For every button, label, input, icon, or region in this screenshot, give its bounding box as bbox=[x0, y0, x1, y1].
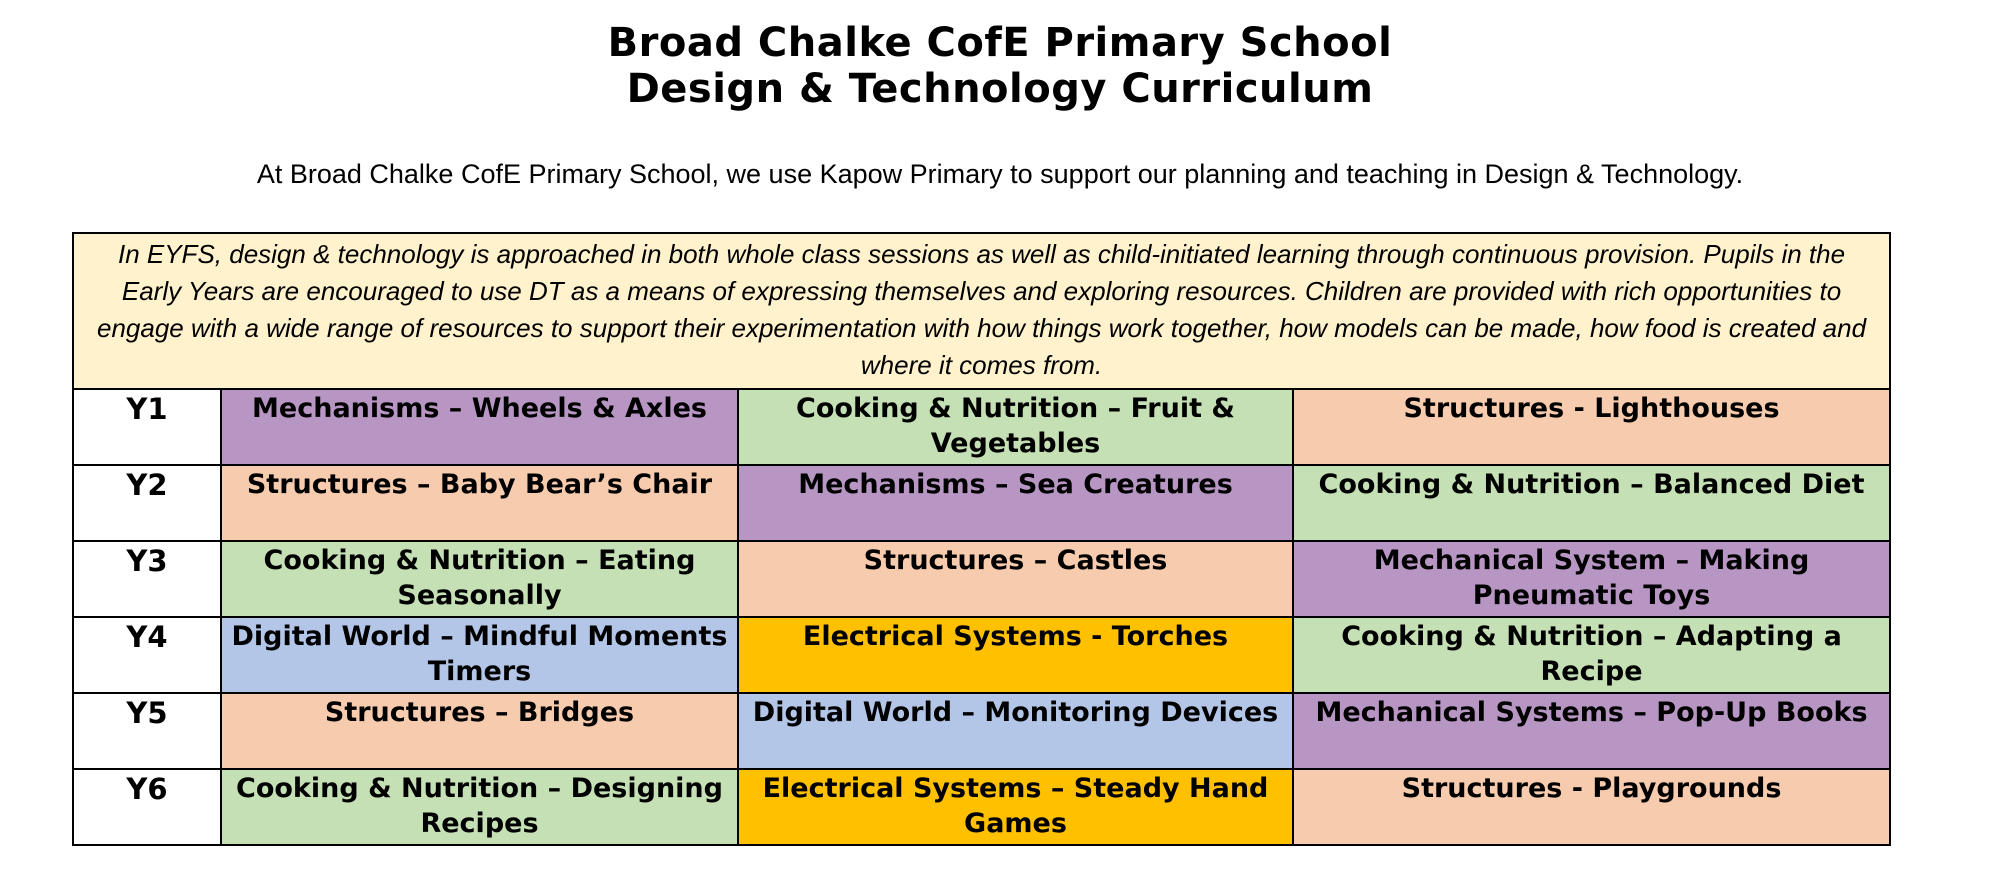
year-label: Y2 bbox=[73, 465, 221, 541]
unit-cell: Mechanical System – Making Pneumatic Toys bbox=[1293, 541, 1890, 617]
year-label: Y4 bbox=[73, 617, 221, 693]
year-row-y5 bbox=[73, 693, 1890, 769]
intro-paragraph: At Broad Chalke CofE Primary School, we use Kapow Primary to support our planning and teaching in Design & Technology. bbox=[256, 159, 1744, 189]
unit-cell: Mechanisms – Wheels & Axles bbox=[221, 389, 738, 465]
curriculum-table bbox=[72, 232, 1891, 846]
unit-cell: Digital World – Monitoring Devices bbox=[738, 693, 1293, 769]
page-title-line-1: Broad Chalke CofE Primary School bbox=[607, 20, 1393, 66]
year-row-y1 bbox=[73, 389, 1890, 465]
unit-cell: Digital World – Mindful Moments Timers bbox=[221, 617, 738, 693]
unit-cell: Cooking & Nutrition – Adapting a Recipe bbox=[1293, 617, 1890, 693]
year-row-y3 bbox=[73, 541, 1890, 617]
year-label: Y1 bbox=[73, 389, 221, 465]
unit-cell: Structures – Bridges bbox=[221, 693, 738, 769]
year-row-y2 bbox=[73, 465, 1890, 541]
year-label: Y3 bbox=[73, 541, 221, 617]
unit-cell: Cooking & Nutrition – Fruit & Vegetables bbox=[738, 389, 1293, 465]
page-title-line-2: Design & Technology Curriculum bbox=[626, 66, 1374, 112]
year-row-y6 bbox=[73, 769, 1890, 845]
unit-cell: Structures – Baby Bear’s Chair bbox=[221, 465, 738, 541]
unit-cell: Cooking & Nutrition – Eating Seasonally bbox=[221, 541, 738, 617]
unit-cell: Electrical Systems - Torches bbox=[738, 617, 1293, 693]
unit-cell: Cooking & Nutrition – Balanced Diet bbox=[1293, 465, 1890, 541]
unit-cell: Structures - Playgrounds bbox=[1293, 769, 1890, 845]
unit-cell: Structures – Castles bbox=[738, 541, 1293, 617]
year-row-y4 bbox=[73, 617, 1890, 693]
unit-cell: Electrical Systems – Steady Hand Games bbox=[738, 769, 1293, 845]
year-label: Y5 bbox=[73, 693, 221, 769]
unit-cell: Mechanisms – Sea Creatures bbox=[738, 465, 1293, 541]
eyfs-description: In EYFS, design & technology is approached in both whole class sessions as well as child-initiated learning through continuous provision. Pupils in the Early Years are encouraged to use DT as a means of expressing themselves and exploring resources. Children are provided with rich opportunities to engage with a wide range of resources to support their experimentation with how things work together, how models can be made, how food is created and where it comes from. bbox=[73, 233, 1890, 389]
eyfs-row bbox=[73, 233, 1890, 389]
unit-cell: Mechanical Systems – Pop-Up Books bbox=[1293, 693, 1890, 769]
unit-cell: Cooking & Nutrition – Designing Recipes bbox=[221, 769, 738, 845]
document-header bbox=[0, 20, 2000, 112]
unit-cell: Structures - Lighthouses bbox=[1293, 389, 1890, 465]
year-label: Y6 bbox=[73, 769, 221, 845]
